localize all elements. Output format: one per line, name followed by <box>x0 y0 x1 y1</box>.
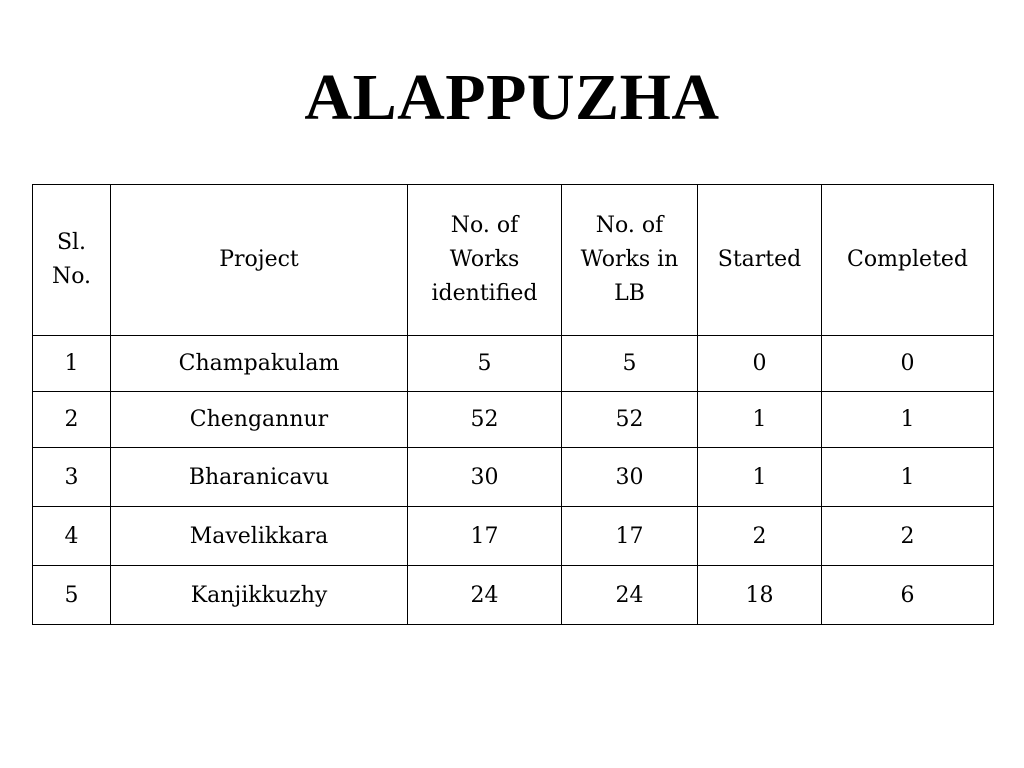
cell-completed: 1 <box>822 392 994 448</box>
cell-works-identified: 5 <box>408 336 562 392</box>
cell-works-in-lb: 52 <box>562 392 698 448</box>
cell-project: Bharanicavu <box>111 448 408 507</box>
cell-completed: 0 <box>822 336 994 392</box>
cell-project: Chengannur <box>111 392 408 448</box>
works-table <box>32 184 994 625</box>
cell-started: 1 <box>698 392 822 448</box>
cell-started: 1 <box>698 448 822 507</box>
cell-started: 0 <box>698 336 822 392</box>
header-works-in-lb: No. of Works in LB <box>562 185 698 336</box>
cell-completed: 1 <box>822 448 994 507</box>
table-row <box>33 392 994 448</box>
cell-sl-no: 2 <box>33 392 111 448</box>
cell-works-in-lb: 17 <box>562 507 698 566</box>
header-completed: Completed <box>822 185 994 336</box>
cell-completed: 2 <box>822 507 994 566</box>
cell-sl-no: 5 <box>33 566 111 625</box>
cell-works-identified: 24 <box>408 566 562 625</box>
cell-works-in-lb: 24 <box>562 566 698 625</box>
cell-project: Champakulam <box>111 336 408 392</box>
cell-works-identified: 17 <box>408 507 562 566</box>
header-sl-no: Sl. No. <box>33 185 111 336</box>
cell-sl-no: 1 <box>33 336 111 392</box>
table-row <box>33 566 994 625</box>
cell-works-in-lb: 5 <box>562 336 698 392</box>
cell-sl-no: 4 <box>33 507 111 566</box>
cell-completed: 6 <box>822 566 994 625</box>
table-row <box>33 507 994 566</box>
slide-title: ALAPPUZHA <box>304 61 720 134</box>
cell-works-identified: 52 <box>408 392 562 448</box>
header-project: Project <box>111 185 408 336</box>
header-row <box>33 185 994 336</box>
cell-works-identified: 30 <box>408 448 562 507</box>
table-row <box>33 336 994 392</box>
cell-works-in-lb: 30 <box>562 448 698 507</box>
cell-project: Mavelikkara <box>111 507 408 566</box>
header-started: Started <box>698 185 822 336</box>
cell-project: Kanjikkuzhy <box>111 566 408 625</box>
table-row <box>33 448 994 507</box>
cell-sl-no: 3 <box>33 448 111 507</box>
cell-started: 2 <box>698 507 822 566</box>
header-works-identified: No. of Works identified <box>408 185 562 336</box>
cell-started: 18 <box>698 566 822 625</box>
